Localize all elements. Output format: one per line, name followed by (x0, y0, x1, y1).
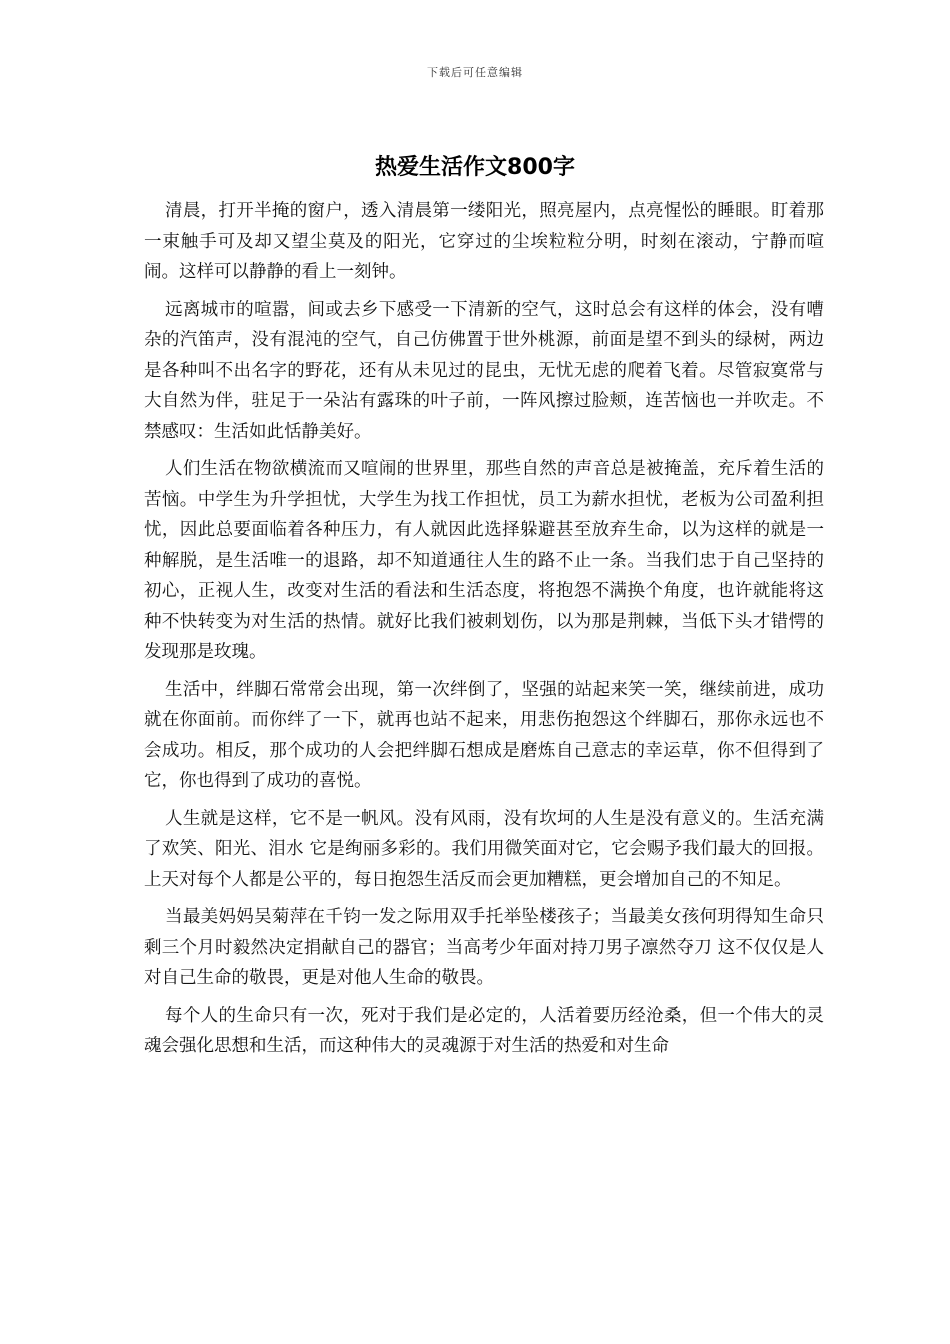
paragraph-7: 每个人的生命只有一次，死对于我们是必定的，人活着要历经沧桑，但一个伟大的灵魂会强化思想和生活，而这种伟大的灵魂源于对生活的热爱和对生命 (144, 1005, 824, 1056)
paragraph-4: 生活中，绊脚石常常会出现，第一次绊倒了，坚强的站起来笑一笑，继续前进，成功就在你面前。而你绊了一下，就再也站不起来，用悲伤抱怨这个绊脚石，那你永远也不会成功。相反，那个成功的人会把绊脚石想成是磨炼自己意志的幸运草，你不但得到了它，你也得到了成功的喜悦。 (144, 679, 824, 791)
page-title: 热爱生活作文800字 (375, 155, 575, 180)
paragraph-3: 人们生活在物欲横流而又喧闹的世界里，那些自然的声音总是被掩盖，充斥着生活的苦恼。中学生为升学担忧，大学生为找工作担忧，员工为薪水担忧，老板为公司盈利担忧，因此总要面临着各种压力，有人就因此选择躲避甚至放弃生命，以为这样的就是一种解脱，是生活唯一的退路，却不知道通往人生的路不止一条。当我们忠于自己坚持的初心，正视人生，改变对生活的看法和生活态度，将抱怨不满换个角度，也许就能将这种不快转变为对生活的热情。就好比我们被刺划伤，以为那是荆棘，当低下头才错愕的发现那是玫瑰。 (144, 459, 824, 662)
paragraph-6: 当最美妈妈吴菊萍在千钧一发之际用双手托举坠楼孩子；当最美女孩何玥得知生命只剩三个月时毅然决定捐献自己的器官；当高考少年面对持刀男子凛然夺刀 这不仅仅是人对自己生命的敬畏，更是对他人生命的敬畏。 (144, 907, 824, 988)
article-body (144, 196, 824, 1069)
paragraph-2: 远离城市的喧嚣，间或去乡下感受一下清新的空气，这时总会有这样的体会，没有嘈杂的汽笛声，没有混沌的空气，自己仿佛置于世外桃源，前面是望不到头的绿树，两边是各种叫不出名字的野花，还有从未见过的昆虫，无忧无虑的爬着飞着。尽管寂寞常与大自然为伴，驻足于一朵沾有露珠的叶子前，一阵风擦过脸颊，连苦恼也一并吹走。不禁感叹：生活如此恬静美好。 (144, 299, 824, 442)
paragraph-1: 清晨，打开半掩的窗户，透入清晨第一缕阳光，照亮屋内，点亮惺忪的睡眼。盯着那一束触手可及却又望尘莫及的阳光，它穿过的尘埃粒粒分明，时刻在滚动，宁静而喧闹。这样可以静静的看上一刻钟。 (144, 201, 824, 282)
page-header-note: 下载后可任意编辑 (427, 66, 523, 79)
paragraph-5: 人生就是这样，它不是一帆风。没有风雨，没有坎坷的人生是没有意义的。生活充满了欢笑、阳光、泪水 它是绚丽多彩的。我们用微笑面对它，它会赐予我们最大的回报。上天对每个人都是公平的，每日抱怨生活反而会更加糟糕，更会增加自己的不知足。 (144, 808, 824, 890)
